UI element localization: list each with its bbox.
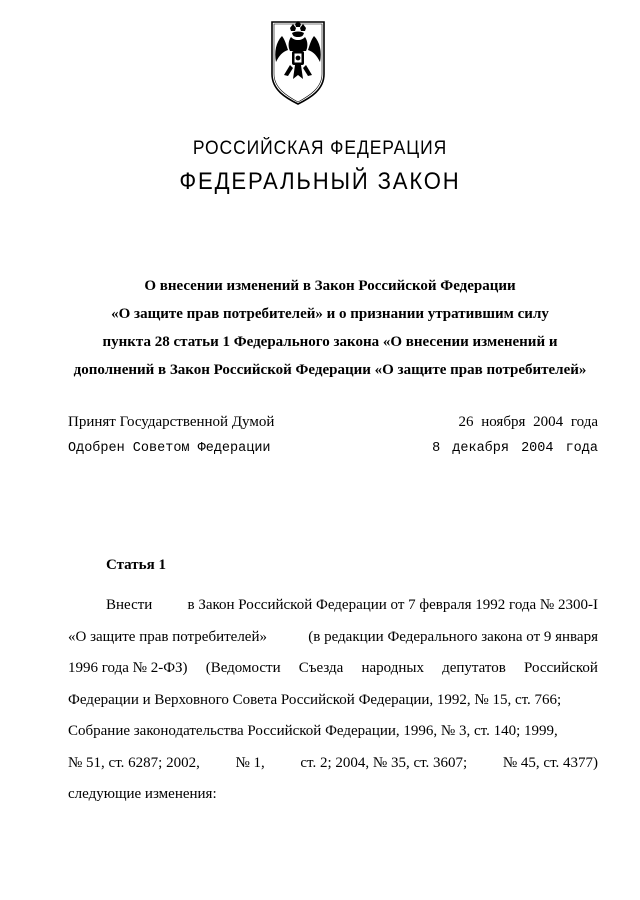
coat-of-arms xyxy=(268,18,328,106)
text-segment: 1996 года № 2-ФЗ) xyxy=(68,660,188,676)
article-line xyxy=(68,716,598,748)
text-segment: № 1, xyxy=(235,754,265,771)
text-segment: Внести xyxy=(106,597,153,613)
duma-adoption-label: Принят Государственной Думой xyxy=(68,414,275,430)
council-approval-label: Одобрен Советом Федерации xyxy=(68,441,271,456)
article-line xyxy=(68,622,598,654)
text-segment: народных xyxy=(361,660,424,676)
law-title-line: «О защите прав потребителей» и о признании утратившим силу xyxy=(111,306,549,322)
text-segment: № 51, ст. 6287; 2002, xyxy=(68,754,200,771)
article-body xyxy=(68,590,598,811)
document-type-heading: ФЕДЕРАЛЬНЫЙ ЗАКОН xyxy=(179,168,461,195)
text-segment: № 45, ст. 4377) xyxy=(502,754,598,771)
law-title-line: О внесении изменений в Закон Российской Федерации xyxy=(144,278,516,294)
article-line xyxy=(68,653,598,685)
article-line xyxy=(68,685,598,717)
article-line xyxy=(68,590,598,622)
article-line xyxy=(68,779,598,811)
text-segment: Российской xyxy=(524,660,598,676)
text-segment: (в редакции Федерального закона от 9 января xyxy=(308,628,598,645)
text-segment: ст. 2; 2004, № 35, ст. 3607; xyxy=(300,754,468,771)
article-line xyxy=(68,748,598,780)
text-segment: Съезда xyxy=(298,660,344,676)
text-segment: Федерации и Верховного Совета Российской Федерации, 1992, № 15, ст. 766; xyxy=(68,691,562,708)
article-heading: Статья 1 xyxy=(106,557,166,573)
duma-adoption-date: 26 ноября 2004 года xyxy=(458,414,598,430)
text-segment: следующие изменения: xyxy=(68,786,217,802)
law-title-line: дополнений в Закон Российской Федерации «О защите прав потребителей» xyxy=(73,362,587,378)
council-approval-date: 8 декабря 2004 года xyxy=(432,441,598,456)
text-segment: «О защите прав потребителей» xyxy=(68,628,267,645)
text-segment: Собрание законодательства Российской Федерации, 1996, № 3, ст. 140; 1999, xyxy=(68,723,558,739)
text-segment: в Закон Российской Федерации от 7 февраля 1992 года № 2300-I xyxy=(187,597,598,613)
coat-of-arms-icon xyxy=(268,18,328,106)
council-approval-row xyxy=(68,441,598,463)
law-title-line: пункта 28 статьи 1 Федерального закона «О внесении изменений и xyxy=(102,334,558,350)
text-segment: депутатов xyxy=(442,660,506,676)
duma-adoption-row xyxy=(68,414,598,436)
text-segment: (Ведомости xyxy=(205,660,281,676)
law-title xyxy=(60,272,600,384)
country-heading: РОССИЙСКАЯ ФЕДЕРАЦИЯ xyxy=(192,138,448,159)
